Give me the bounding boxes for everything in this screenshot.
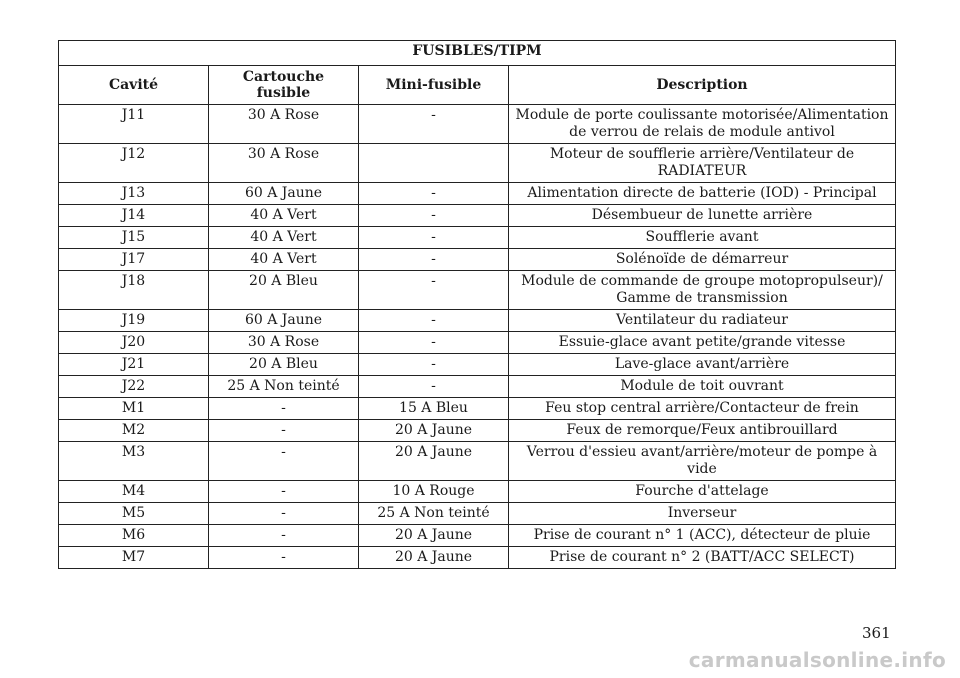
table-row [59, 271, 896, 310]
cell-description: Feu stop central arrière/Contacteur de frein [509, 398, 896, 420]
cell-description: Désembueur de lunette arrière [509, 205, 896, 227]
cell-description: Inverseur [509, 503, 896, 525]
cell-cavite: M3 [59, 442, 209, 481]
cell-mini-fusible [359, 144, 509, 183]
cell-description: Fourche d'attelage [509, 481, 896, 503]
cell-mini-fusible: 15 A Bleu [359, 398, 509, 420]
table-row [59, 442, 896, 481]
cell-mini-fusible: - [359, 227, 509, 249]
col-header-cavite: Cavité [59, 66, 209, 105]
cell-mini-fusible: 20 A Jaune [359, 420, 509, 442]
table-row [59, 398, 896, 420]
cell-mini-fusible: - [359, 249, 509, 271]
cell-description: Module de commande de groupe motopropulseur)/ Gamme de transmission [509, 271, 896, 310]
cell-cavite: J15 [59, 227, 209, 249]
cell-mini-fusible: - [359, 354, 509, 376]
cell-cartouche: - [209, 481, 359, 503]
cell-mini-fusible: 25 A Non teinté [359, 503, 509, 525]
cell-mini-fusible: - [359, 310, 509, 332]
cell-cavite: J12 [59, 144, 209, 183]
cell-cartouche: 30 A Rose [209, 144, 359, 183]
col-header-description: Description [509, 66, 896, 105]
cell-mini-fusible: - [359, 376, 509, 398]
table-title: FUSIBLES/TIPM [59, 41, 896, 66]
cell-description: Moteur de soufflerie arrière/Ventilateur de RADIATEUR [509, 144, 896, 183]
table-row [59, 503, 896, 525]
cell-cavite: M6 [59, 525, 209, 547]
page-number: 361 [862, 624, 891, 642]
table-row [59, 354, 896, 376]
cell-cartouche: - [209, 398, 359, 420]
header-row [59, 66, 896, 105]
cell-mini-fusible: - [359, 205, 509, 227]
cell-description: Prise de courant n° 2 (BATT/ACC SELECT) [509, 547, 896, 569]
cell-mini-fusible: - [359, 332, 509, 354]
cell-mini-fusible: 20 A Jaune [359, 547, 509, 569]
cell-cartouche: 30 A Rose [209, 332, 359, 354]
cell-description: Essuie-glace avant petite/grande vitesse [509, 332, 896, 354]
cell-description: Feux de remorque/Feux antibrouillard [509, 420, 896, 442]
table-row [59, 547, 896, 569]
cell-cartouche: 20 A Bleu [209, 354, 359, 376]
cell-description: Module de toit ouvrant [509, 376, 896, 398]
table-row [59, 525, 896, 547]
table-row [59, 310, 896, 332]
cell-cartouche: - [209, 525, 359, 547]
table-title-row [59, 41, 896, 66]
watermark: carmanualsonline.info [688, 648, 946, 672]
table-row [59, 420, 896, 442]
cell-cavite: J22 [59, 376, 209, 398]
cell-description: Soufflerie avant [509, 227, 896, 249]
col-header-mini-fusible: Mini-fusible [359, 66, 509, 105]
table-row [59, 481, 896, 503]
cell-cartouche: - [209, 420, 359, 442]
cell-description: Ventilateur du radiateur [509, 310, 896, 332]
table-row [59, 376, 896, 398]
table-row [59, 332, 896, 354]
cell-mini-fusible: 10 A Rouge [359, 481, 509, 503]
cell-cartouche: 60 A Jaune [209, 310, 359, 332]
cell-cavite: J13 [59, 183, 209, 205]
cell-cavite: M2 [59, 420, 209, 442]
cell-description: Module de porte coulissante motorisée/Alimentation de verrou de relais de module antivol [509, 105, 896, 144]
cell-mini-fusible: 20 A Jaune [359, 442, 509, 481]
cell-mini-fusible: 20 A Jaune [359, 525, 509, 547]
cell-cartouche: 40 A Vert [209, 205, 359, 227]
cell-cavite: J18 [59, 271, 209, 310]
cell-mini-fusible: - [359, 271, 509, 310]
cell-description: Lave-glace avant/arrière [509, 354, 896, 376]
cell-cartouche: 20 A Bleu [209, 271, 359, 310]
cell-cavite: M4 [59, 481, 209, 503]
table-row [59, 183, 896, 205]
cell-cavite: J17 [59, 249, 209, 271]
cell-cartouche: 60 A Jaune [209, 183, 359, 205]
col-header-cartouche: Cartouche fusible [209, 66, 359, 105]
table-row [59, 249, 896, 271]
cell-cavite: J14 [59, 205, 209, 227]
cell-mini-fusible: - [359, 183, 509, 205]
cell-description: Prise de courant n° 1 (ACC), détecteur de pluie [509, 525, 896, 547]
cell-description: Solénoïde de démarreur [509, 249, 896, 271]
cell-cartouche: - [209, 547, 359, 569]
cell-mini-fusible: - [359, 105, 509, 144]
table-row [59, 227, 896, 249]
cell-cavite: J21 [59, 354, 209, 376]
cell-cavite: M5 [59, 503, 209, 525]
cell-cavite: M1 [59, 398, 209, 420]
fuse-table [58, 40, 896, 569]
cell-cartouche: - [209, 442, 359, 481]
cell-description: Verrou d'essieu avant/arrière/moteur de pompe à vide [509, 442, 896, 481]
cell-cavite: J11 [59, 105, 209, 144]
table-body [59, 105, 896, 569]
cell-cavite: M7 [59, 547, 209, 569]
cell-cartouche: 40 A Vert [209, 227, 359, 249]
table-row [59, 105, 896, 144]
table-row [59, 144, 896, 183]
cell-cartouche: 25 A Non teinté [209, 376, 359, 398]
cell-description: Alimentation directe de batterie (IOD) - Principal [509, 183, 896, 205]
cell-cartouche: 30 A Rose [209, 105, 359, 144]
table-row [59, 205, 896, 227]
cell-cartouche: 40 A Vert [209, 249, 359, 271]
cell-cavite: J19 [59, 310, 209, 332]
cell-cavite: J20 [59, 332, 209, 354]
cell-cartouche: - [209, 503, 359, 525]
